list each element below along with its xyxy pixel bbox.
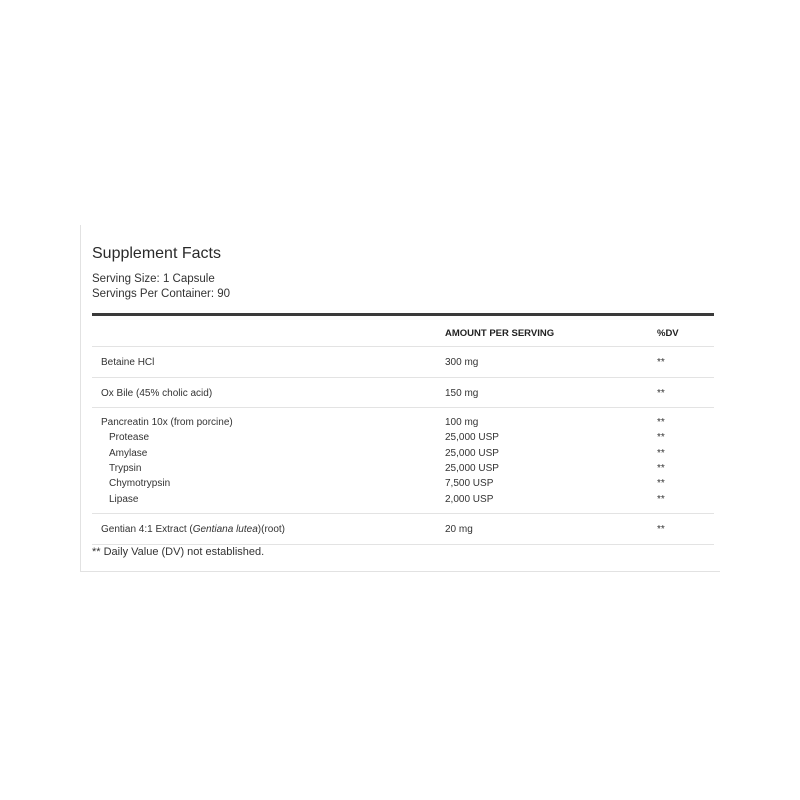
ingredient-dv: ** [657, 357, 665, 368]
table-row [92, 347, 714, 378]
ingredient-latin-name: Gentiana lutea [192, 524, 258, 535]
ingredient-dv: ** [657, 432, 665, 444]
ingredient-name: Pancreatin 10x (from porcine) [101, 417, 233, 428]
ingredient-dv: ** [657, 493, 665, 505]
ingredient-amount: 100 mg [445, 417, 479, 428]
table-row [92, 463, 714, 478]
ingredient-dv: ** [657, 524, 665, 535]
table-row [92, 448, 714, 463]
ingredient-amount: 25,000 USP [445, 432, 499, 444]
serving-size: Serving Size: 1 Capsule [92, 273, 215, 285]
ingredient-amount: 25,000 USP [445, 447, 499, 459]
servings-per-container: Servings Per Container: 90 [92, 288, 231, 300]
table-row [92, 494, 714, 509]
ingredient-dv: ** [657, 417, 665, 428]
table-row [92, 378, 714, 409]
ingredient-amount: 25,000 USP [445, 462, 499, 474]
ingredient-amount: 20 mg [445, 524, 473, 535]
sub-ingredient-name: Chymotrypsin [109, 478, 171, 490]
sub-ingredient-name: Amylase [109, 447, 148, 459]
ingredient-name: Betaine HCl [101, 357, 155, 368]
supplement-facts-panel [80, 225, 720, 572]
ingredient-name: Ox Bile (45% cholic acid) [101, 387, 213, 399]
table-row [92, 478, 714, 493]
ingredient-dv: ** [657, 478, 665, 490]
ingredient-name [101, 524, 285, 535]
sub-ingredient-name: Trypsin [109, 462, 142, 474]
table-row [92, 417, 714, 432]
header-percent-dv: %DV [657, 328, 679, 339]
ingredient-dv: ** [657, 462, 665, 474]
daily-value-footnote: ** Daily Value (DV) not established. [92, 546, 265, 558]
ingredient-name-prefix: Gentian 4:1 Extract ( [101, 524, 193, 535]
supplement-facts-table [92, 316, 714, 545]
table-row-group-pancreatin [92, 408, 714, 514]
header-amount-per-serving: AMOUNT PER SERVING [445, 328, 555, 339]
table-row [92, 514, 714, 545]
serving-info [92, 272, 230, 302]
table-row [92, 432, 714, 447]
ingredient-amount: 300 mg [445, 357, 479, 368]
ingredient-name-suffix: )(root) [257, 524, 286, 535]
ingredient-dv: ** [657, 447, 665, 459]
sub-ingredient-name: Protease [109, 432, 150, 444]
ingredient-amount: 2,000 USP [445, 493, 494, 505]
sub-ingredient-name: Lipase [109, 493, 139, 505]
supplement-facts-title: Supplement Facts [92, 245, 221, 262]
ingredient-amount: 150 mg [445, 387, 479, 399]
ingredient-dv: ** [657, 387, 665, 399]
ingredient-amount: 7,500 USP [445, 478, 494, 490]
table-header-row [92, 316, 714, 347]
